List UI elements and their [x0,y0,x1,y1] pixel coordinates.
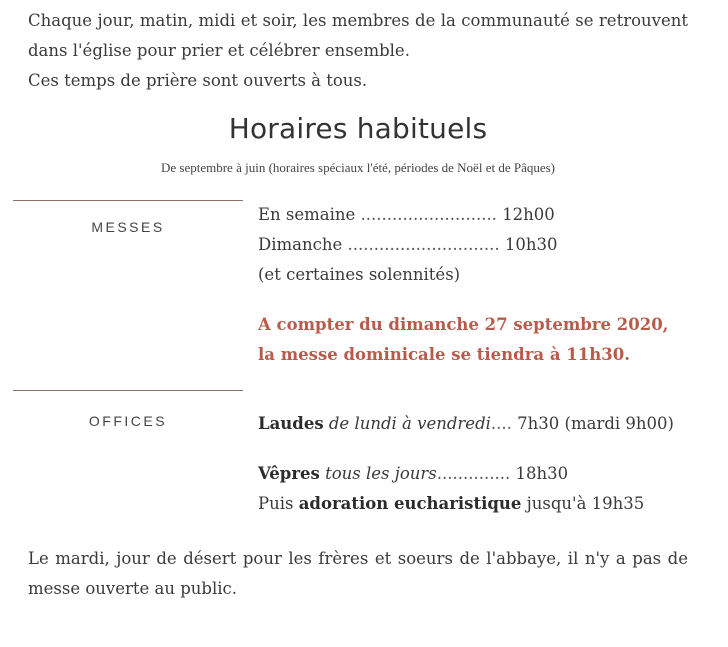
notice-line-2: la messe dominicale se tiendra à 11h30. [258,345,630,364]
offices-divider [13,390,243,391]
lauds-dots: .... [490,414,512,433]
solemnities-note: (et certaines solennités) [258,265,461,284]
schedule-title: Horaires habituels [228,112,488,145]
schedule-subtitle: De septembre à juin (horaires spéciaux l'été, périodes de Noël et de Pâques) [161,160,555,175]
offices-content [258,409,698,519]
vespers-row [258,459,698,489]
vespers-name: Vêpres [258,464,320,483]
messes-content [258,200,698,370]
tuesday-note: Le mardi, jour de désert pour les frères et soeurs de l'abbaye, il n'y a pas de messe ouverte au public. [28,549,688,598]
intro-paragraph: Chaque jour, matin, midi et soir, les membres de la communauté se retrouvent dans l'église pour prier et célébrer ensemble. [28,11,688,60]
adoration-suffix: jusqu'à 19h35 [526,494,645,513]
intro-open-to-all: Ces temps de prière sont ouverts à tous. [28,71,368,90]
sunday-dots: ............................. [347,235,500,254]
adoration-row [258,489,698,519]
lauds-name: Laudes [258,414,324,433]
adoration-name: adoration eucharistique [298,494,522,513]
vespers-time: 18h30 [515,464,569,483]
lauds-time: 7h30 (mardi 9h00) [517,414,674,433]
offices-label: OFFICES [88,413,168,429]
lauds-row [258,409,698,439]
weekday-mass-row [258,200,698,230]
notice-line-1: A compter du dimanche 27 septembre 2020, [258,315,669,334]
adoration-prefix: Puis [258,494,294,513]
weekday-dots: .......................... [360,205,497,224]
sunday-label: Dimanche [258,235,343,254]
messes-divider [13,200,243,201]
sunday-mass-row [258,230,698,260]
vespers-when: tous les jours [325,464,437,483]
intro-text [28,6,688,96]
weekday-label: En semaine [258,205,356,224]
messes-label: MESSES [91,219,165,235]
weekday-time: 12h00 [502,205,555,224]
lauds-when: de lundi à vendredi [328,414,491,433]
sunday-time: 10h30 [504,235,558,254]
vespers-dots: .............. [436,464,511,483]
